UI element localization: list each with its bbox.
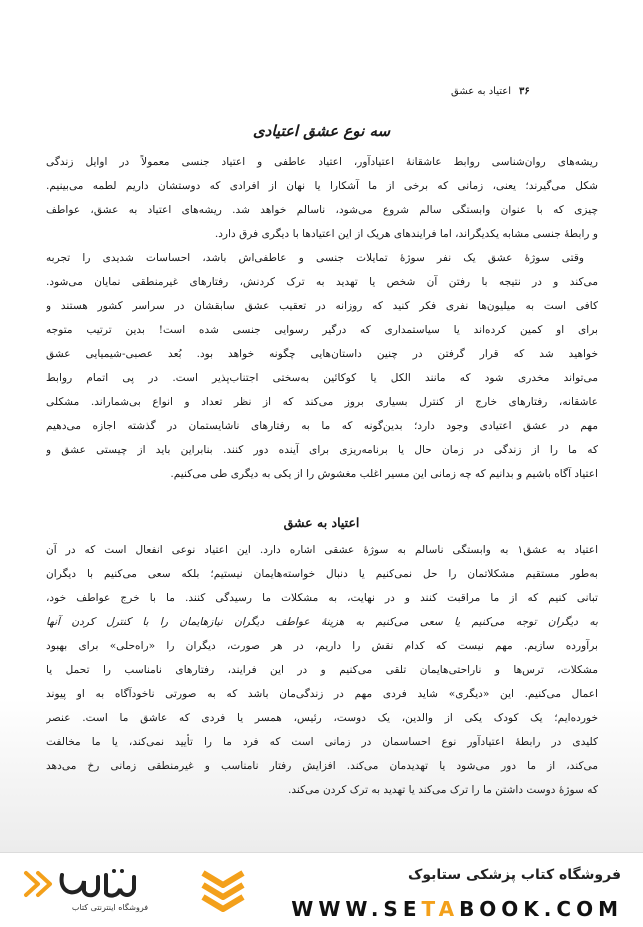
text-line: می‌کند، از ما دور می‌شود یا تهدیدمان می‌کند. افزایش رفتار نامناسب و غیرمنطقی زمانی رخ می‌دهد [46,760,598,772]
url-suffix: BOOK.COM [459,897,623,921]
text-line: ریشه‌های روان‌شناسی روابط عاشقانهٔ اعتیادآور، اعتیاد عاطفی و اعتیاد جنسی معمولاً در اوایل زندگی [46,156,598,168]
page-number: ۳۶ [519,85,530,97]
url-accent: TA [421,897,460,921]
paragraph-1 [46,150,598,246]
text-line: برآورده سازیم. مهم نیست که کدام نقش را داریم، در هر صورت، دیگران را «راه‌حلی» برای بهبود [46,640,598,652]
text-line: وقتی سوژهٔ عشق یک نفر سوژهٔ تمایلات جنسی و عاطفی‌اش باشد، احساسات شدیدی را تجربه [46,252,584,264]
setabook-logo [22,867,172,901]
book-chevron-icon [198,863,248,915]
text-line: می‌کند و در نتیجه با رفتن آن شخص یا تهدید به ترک کردنش، رفتارهای غیرمنطقی نمایان می‌شود. [46,276,598,288]
text-line: خواهید شد که قرار گرفتن در چنین داستان‌هایی چگونه خواهد بود. بُعد عصبی-شیمیایی عشق [46,348,598,360]
running-title: اعتیاد به عشق [451,85,512,97]
text-line: اعتیاد به عشق۱ به وابستگی ناسالم به سوژهٔ عشقی اشاره دارد. این اعتیاد نوعی انفعال است که در آن [46,544,598,556]
text-line: که سوژهٔ دوست داشتن ما را ترک می‌کند یا تهدید به ترک کردن می‌کند. [287,784,598,796]
text-line: کافی است به میلیون‌ها نفری فکر کنید که روزانه در تعقیب عشق سابقشان در سراسر کشور هستند و [46,300,598,312]
running-header [451,81,571,101]
shop-url [291,897,623,921]
text-line: اعتیاد آگاه باشیم و بدانیم که چه زمانی این مسیر اغلب مغشوش را از یکی به دیگری طی می‌کنیم. [170,468,598,480]
url-prefix: WWW.SE [291,897,422,921]
shop-name: فروشگاه کتاب پزشکی ستابوک [408,867,621,883]
section-heading: اعتیاد به عشق [283,515,360,530]
text-line: کلیدی در رابطهٔ اعتیادآور نوع احساسمان در زمانی است که فرد ما را تأیید نمی‌کند، یا ما مخالفت [46,736,598,748]
text-line: شکل می‌گیرند؛ یعنی، زمانی که برخی از ما آشکارا یا نهان از افرادی که دوستشان داریم لطمه می‌بینیم. [46,180,598,192]
text-line: و رابطهٔ جنسی مشابه یکدیگراند، اما فرایندهای هریک از این اعتیادها با دیگری فرق دارد. [214,228,598,240]
text-line: عاشقانه، رفتارهای خارج از کنترل بسیاری بروز می‌کند که از نظر تعداد و انواع بی‌شماراند. مشکلی [46,396,598,408]
text-line: خورده‌ایم؛ یک کودک یکی از والدین، یک دوست، رئیس، همسر یا فردی که عاشق ما است. عنصر [46,712,598,724]
paragraph-3 [46,538,598,802]
paragraph-2 [46,246,598,486]
text-line: مهم در عشق اعتیادی وجود دارد؛ بدین‌گونه که ما به رفتارهای ناشایستمان در گذشته اجازه می‌دهیم [46,420,598,432]
text-line: مشکلات، ترس‌ها و ناراحتی‌هایمان تلقی می‌کنیم و در این فرایند، رفتارهای نامناسب را تحمل یا [46,664,598,676]
text-line: به دیگران توجه می‌کنیم یا سعی می‌کنیم به هزینهٔ عواطف دیگران نیازهایمان را با کنترل کردن آنها [46,616,598,628]
watermark-footer [0,852,643,927]
text-line: برای او کمین کرده‌اند یا سیاستمداری که درگیر رسوایی جنسی شده است! بدین ترتیب متوجه [46,324,598,336]
text-line: به‌طور مستقیم مشکلاتمان را حل نمی‌کنیم یا دنبال خواسته‌هایمان نیستیم؛ بلکه سعی می‌کنیم با دیگران [46,568,598,580]
text-line: که ما را از زندگی در زمان حال یا برنامه‌ریزی برای آینده دور کنند. بنابراین باید از چیستی عشق و [46,444,598,456]
text-line: می‌تواند مخدری شود که مانند الکل یا کوکائین به‌سختی اجتناب‌پذیر است. در پی اتمام روابط [46,372,598,384]
chapter-section-title: سه نوع عشق اعتیادی [252,122,391,140]
text-line: تبانی کنیم که از ما مراقبت کنند و در نهایت، به مشکلات ما رسیدگی کنند. ما با خرج عواطف خود، [46,592,598,604]
text-line: اعمال می‌کنیم. این «دیگری» شاید فردی مهم در زندگی‌مان باشد که به صورتی ناخودآگاه به او پیوند [46,688,598,700]
text-line: چیزی که با عنوان وابستگی سالم شروع می‌شود، ناسالم خواهد شد. ریشه‌های اعتیاد به عشق، عواطف [46,204,598,216]
logo-tagline: فروشگاه اینترنتی کتاب [71,903,149,912]
